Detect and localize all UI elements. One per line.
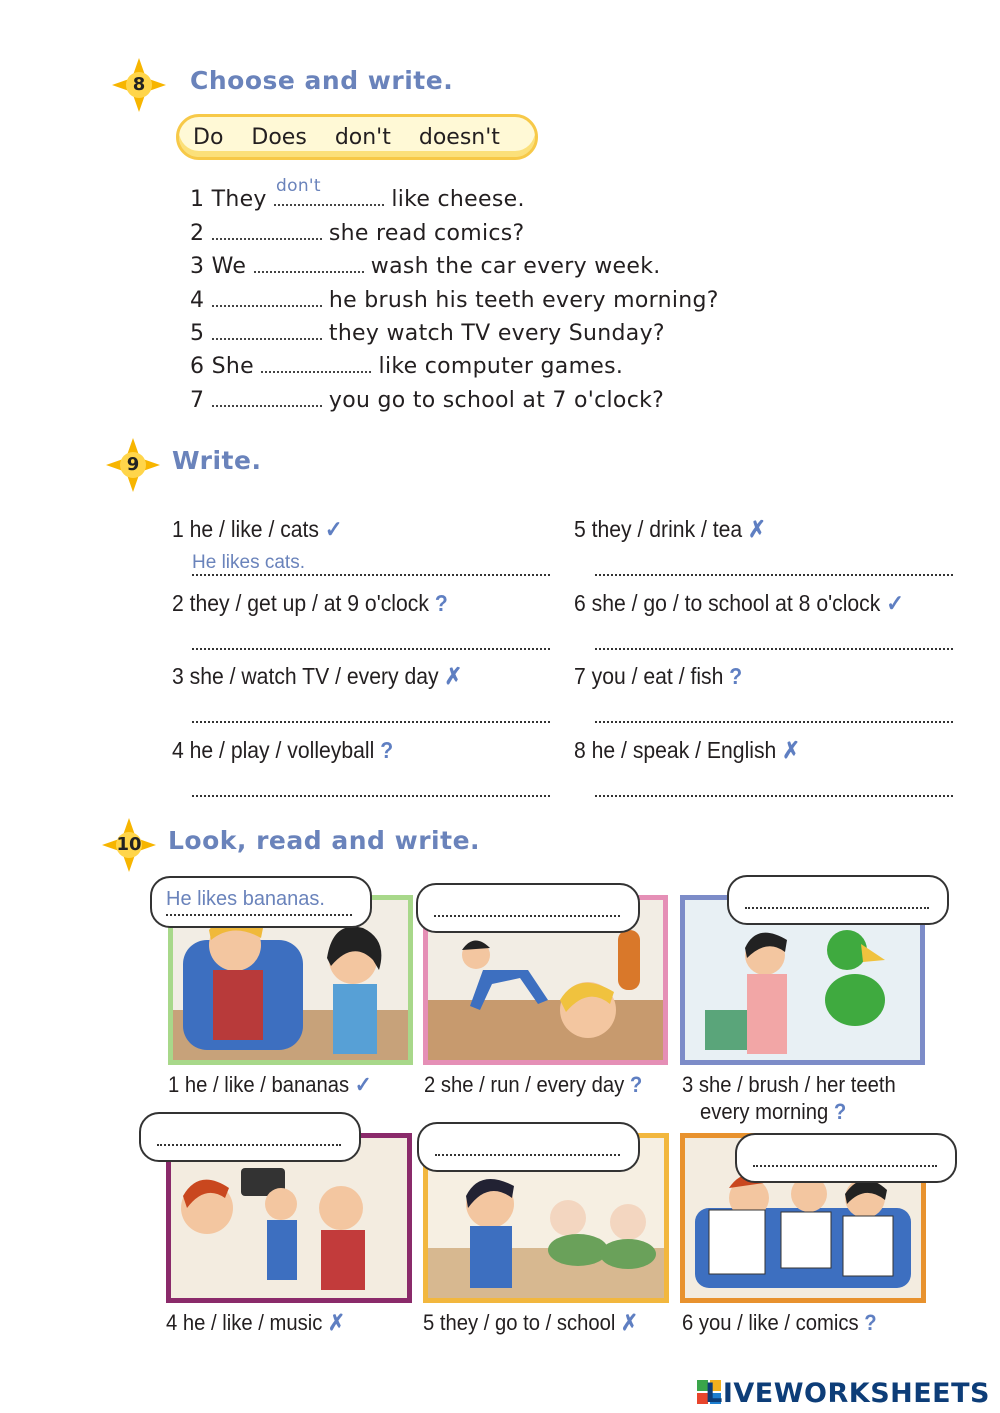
caption-2: 2 she / run / every day ? bbox=[424, 1072, 643, 1097]
sentence-line bbox=[190, 320, 665, 346]
sentence-line bbox=[190, 253, 661, 279]
cross-icon: ✗ bbox=[748, 516, 766, 542]
sentence-line bbox=[190, 353, 623, 379]
sentence-number: 6 bbox=[190, 354, 212, 379]
sentence-end: like computer games. bbox=[371, 354, 624, 379]
sentence-end: you go to school at 7 o'clock? bbox=[321, 388, 665, 413]
answer-line[interactable] bbox=[157, 1144, 341, 1146]
question-icon: ? bbox=[434, 590, 448, 616]
write-prompt: 5 they / drink / tea ✗ bbox=[574, 516, 766, 542]
answer-line[interactable] bbox=[192, 648, 550, 650]
write-prompt: 1 he / like / cats ✓ bbox=[172, 516, 343, 542]
answer-line[interactable] bbox=[745, 907, 929, 909]
sentence-number: 2 bbox=[190, 221, 212, 246]
speech-bubble-3[interactable] bbox=[727, 875, 949, 925]
sentence-line bbox=[190, 176, 525, 212]
section-8-badge bbox=[112, 58, 166, 112]
answer-line[interactable] bbox=[192, 721, 550, 723]
word-bank-item: don't bbox=[334, 124, 391, 150]
sentence-number: 1 bbox=[190, 187, 212, 212]
answer-line[interactable] bbox=[434, 915, 620, 917]
sentence-number: 4 bbox=[190, 288, 212, 313]
cross-icon: ✗ bbox=[782, 737, 800, 763]
caption-1: 1 he / like / bananas ✓ bbox=[168, 1072, 372, 1097]
question-icon: ? bbox=[729, 663, 743, 689]
section-10-badge bbox=[102, 818, 156, 872]
answer-line[interactable] bbox=[595, 648, 953, 650]
sentence-line bbox=[190, 287, 719, 313]
check-icon: ✓ bbox=[324, 516, 343, 542]
word-bank bbox=[176, 114, 538, 160]
write-prompt: 3 she / watch TV / every day ✗ bbox=[172, 663, 463, 689]
example-answer: He likes cats. bbox=[192, 552, 305, 573]
section-9-number: 9 bbox=[126, 454, 140, 475]
sentence-end: she read comics? bbox=[321, 221, 525, 246]
sentence-end: wash the car every week. bbox=[363, 254, 661, 279]
sentence-number: 3 bbox=[190, 254, 212, 279]
check-icon: ✓ bbox=[886, 590, 904, 616]
word-bank-item: Do bbox=[193, 124, 224, 150]
sentence-end: he brush his teeth every morning? bbox=[321, 288, 719, 313]
answer-blank[interactable] bbox=[261, 353, 371, 373]
speech-bubble-5[interactable] bbox=[417, 1122, 640, 1172]
section-10-title: Look, read and write. bbox=[168, 826, 481, 855]
speech-bubble-4[interactable] bbox=[139, 1112, 361, 1162]
section-9-badge bbox=[106, 438, 160, 492]
answer-blank[interactable] bbox=[212, 287, 322, 307]
example-answer: don't bbox=[276, 176, 321, 196]
sentence-start: We bbox=[211, 254, 254, 279]
section-8-number: 8 bbox=[132, 74, 146, 95]
sentence-line bbox=[190, 387, 664, 413]
answer-line bbox=[166, 914, 352, 916]
sentence-number: 7 bbox=[190, 388, 212, 413]
write-prompt: 7 you / eat / fish ? bbox=[574, 663, 743, 689]
answer-blank[interactable] bbox=[254, 253, 364, 273]
sentence-line bbox=[190, 220, 525, 246]
sentence-start: They bbox=[211, 187, 275, 212]
answer-line[interactable] bbox=[595, 574, 953, 576]
answer-blank[interactable] bbox=[212, 320, 322, 340]
answer-blank[interactable] bbox=[212, 220, 322, 240]
section-8-title: Choose and write. bbox=[190, 66, 454, 95]
write-prompt: 6 she / go / to school at 8 o'clock ✓ bbox=[574, 590, 904, 616]
answer-line[interactable] bbox=[192, 795, 550, 797]
sentence-end: they watch TV every Sunday? bbox=[321, 321, 665, 346]
caption-4: 4 he / like / music ✗ bbox=[166, 1310, 345, 1335]
write-prompt: 8 he / speak / English ✗ bbox=[574, 737, 800, 763]
section-10-number: 10 bbox=[116, 834, 142, 855]
answer-line[interactable] bbox=[192, 574, 550, 576]
answer-line[interactable] bbox=[753, 1165, 937, 1167]
boys-with-radio-illustration bbox=[171, 1138, 407, 1298]
answer-line[interactable] bbox=[595, 795, 953, 797]
sentence-start: She bbox=[211, 354, 262, 379]
caption-6: 6 you / like / comics ? bbox=[682, 1310, 877, 1335]
answer-line[interactable] bbox=[595, 721, 953, 723]
caption-3-line-2: every morning ? bbox=[700, 1099, 847, 1124]
answer-blank[interactable] bbox=[274, 176, 384, 206]
caption-3: 3 she / brush / her teeth bbox=[682, 1072, 896, 1097]
write-prompt: 2 they / get up / at 9 o'clock ? bbox=[172, 590, 448, 616]
cross-icon: ✗ bbox=[444, 663, 463, 689]
question-icon: ? bbox=[380, 737, 394, 763]
write-prompt: 4 he / play / volleyball ? bbox=[172, 737, 394, 763]
caption-5: 5 they / go to / school ✗ bbox=[423, 1310, 639, 1335]
answer-line[interactable] bbox=[435, 1154, 620, 1156]
speech-bubble-6[interactable] bbox=[735, 1133, 957, 1183]
section-9-title: Write. bbox=[172, 446, 262, 475]
speech-bubble-2[interactable] bbox=[416, 883, 640, 933]
word-bank-item: doesn't bbox=[418, 124, 500, 150]
brand-name[interactable]: LIVEWORKSHEETS bbox=[705, 1378, 990, 1409]
sentence-end: like cheese. bbox=[384, 187, 525, 212]
example-answer: He likes bananas. bbox=[166, 888, 325, 910]
answer-blank[interactable] bbox=[212, 387, 322, 407]
sentence-number: 5 bbox=[190, 321, 212, 346]
word-bank-item: Does bbox=[251, 124, 307, 150]
